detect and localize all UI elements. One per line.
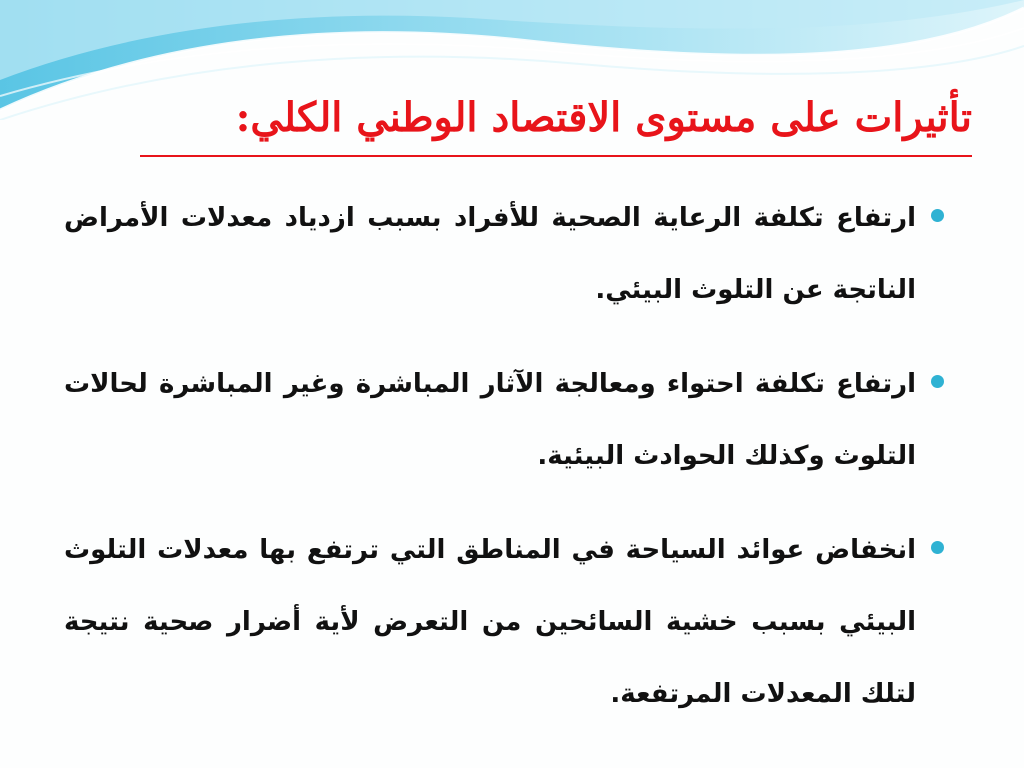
bullet-dot-icon — [931, 209, 944, 222]
bullet-dot-icon — [931, 375, 944, 388]
bullet-text: انخفاض عوائد السياحة في المناطق التي ترتفع بها معدلات التلوث البيئي بسبب خشية السائحين من التعرض لأية أضرار صحية نتيجة لتلك المعدلات المرتفعة. — [64, 535, 916, 709]
bullet-item — [64, 182, 944, 326]
bullet-text: ارتفاع تكلفة احتواء ومعالجة الآثار المباشرة وغير المباشرة لحالات التلوث وكذلك الحوادث البيئية. — [64, 369, 916, 471]
bullet-item — [64, 514, 944, 730]
bullet-text: ارتفاع تكلفة الرعاية الصحية للأفراد بسبب ازدياد معدلات الأمراض الناتجة عن التلوث البيئي. — [64, 203, 916, 305]
title-underline — [140, 155, 972, 157]
bullet-dot-icon — [931, 541, 944, 554]
slide-title: تأثيرات على مستوى الاقتصاد الوطني الكلي: — [235, 94, 972, 141]
bullet-list — [64, 182, 944, 752]
bullet-item — [64, 348, 944, 492]
